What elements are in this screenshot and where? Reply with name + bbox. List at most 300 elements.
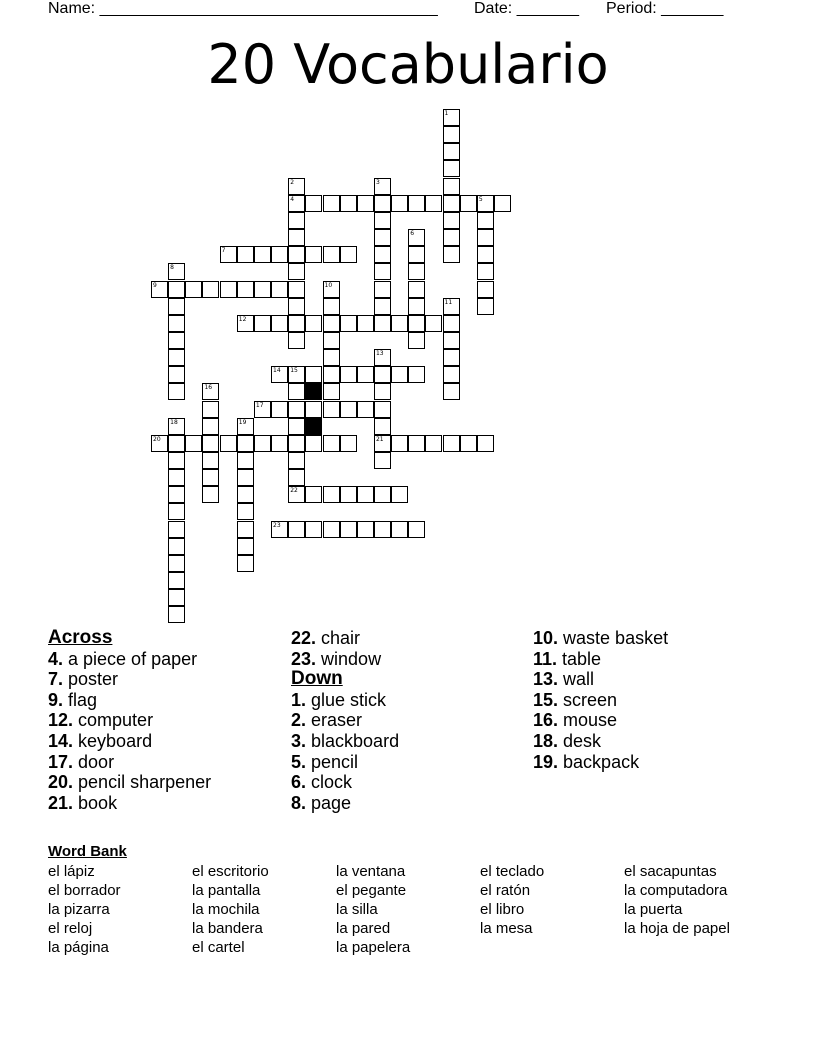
crossword-cell[interactable] (185, 281, 202, 298)
crossword-cell[interactable] (374, 178, 391, 195)
crossword-cell[interactable] (374, 195, 391, 212)
clue-text: blackboard (306, 730, 400, 751)
crossword-cell[interactable] (323, 435, 340, 452)
crossword-cell[interactable] (477, 298, 494, 315)
crossword-cell[interactable] (408, 435, 425, 452)
clue-number: 7 (221, 247, 226, 255)
crossword-cell[interactable] (271, 521, 288, 538)
crossword-cell[interactable] (305, 246, 322, 263)
clue-number-label: 8. (291, 792, 307, 813)
crossword-cell[interactable] (323, 349, 340, 366)
crossword-cell[interactable] (374, 452, 391, 469)
clue-number: 20 (153, 435, 161, 443)
crossword-cell[interactable] (254, 401, 271, 418)
crossword-cell[interactable] (443, 366, 460, 383)
word-bank-item: el teclado (480, 863, 545, 880)
crossword-cell[interactable] (168, 366, 185, 383)
crossword-cell[interactable] (443, 195, 460, 212)
crossword-cell[interactable] (288, 435, 305, 452)
clue-text: flag (63, 689, 98, 710)
crossword-cell[interactable] (477, 212, 494, 229)
word-bank-item: la bandera (192, 920, 263, 937)
clue-item (48, 690, 211, 711)
crossword-cell[interactable] (168, 469, 185, 486)
crossword-cell[interactable] (288, 263, 305, 280)
crossword-cell[interactable] (443, 229, 460, 246)
clue-number-label: 4. (48, 648, 64, 669)
clue-number-label: 18. (533, 730, 559, 751)
crossword-cell[interactable] (202, 452, 219, 469)
clue-section-heading: Down (291, 668, 343, 690)
crossword-cell[interactable] (374, 246, 391, 263)
crossword-cell[interactable] (340, 246, 357, 263)
crossword-cell[interactable] (323, 246, 340, 263)
crossword-cell[interactable] (305, 315, 322, 332)
clue-number: 21 (375, 435, 384, 443)
clue-text: chair (316, 628, 361, 648)
clue-text: desk (558, 730, 602, 751)
crossword-cell[interactable] (288, 418, 305, 435)
crossword-cell[interactable] (477, 195, 494, 212)
crossword-block (305, 383, 322, 400)
crossword-cell[interactable] (323, 366, 340, 383)
crossword-cell[interactable] (323, 521, 340, 538)
clue-item (291, 690, 399, 711)
crossword-cell[interactable] (340, 486, 357, 503)
crossword-cell[interactable] (374, 401, 391, 418)
crossword-cell[interactable] (168, 538, 185, 555)
crossword-cell[interactable] (477, 263, 494, 280)
clue-item (291, 731, 399, 752)
clue-number: 3 (375, 178, 380, 186)
crossword-cell[interactable] (237, 418, 254, 435)
crossword-cell[interactable] (288, 229, 305, 246)
clue-number-label: 14. (48, 730, 74, 751)
clue-text: table (557, 648, 602, 669)
crossword-cell[interactable] (374, 486, 391, 503)
crossword-cell[interactable] (220, 281, 237, 298)
crossword-cell[interactable] (443, 246, 460, 263)
crossword-cell[interactable] (443, 315, 460, 332)
crossword-cell[interactable] (305, 486, 322, 503)
clue-number-label: 6. (291, 772, 307, 793)
crossword-cell[interactable] (443, 143, 460, 160)
crossword-cell[interactable] (323, 383, 340, 400)
crossword-cell[interactable] (168, 521, 185, 538)
crossword-cell[interactable] (443, 298, 460, 315)
word-bank-item: la pantalla (192, 882, 261, 899)
clue-item (291, 710, 399, 731)
clue-text: window (316, 648, 382, 669)
clue-number-label: 17. (48, 751, 74, 772)
crossword-cell[interactable] (357, 315, 374, 332)
clue-number: 17 (255, 401, 264, 409)
crossword-cell[interactable] (374, 281, 391, 298)
crossword-cell[interactable] (202, 469, 219, 486)
crossword-cell[interactable] (357, 195, 374, 212)
crossword-cell[interactable] (391, 315, 408, 332)
crossword-cell[interactable] (271, 315, 288, 332)
date-field-label[interactable]: Date: _______ (474, 0, 579, 17)
crossword-cell[interactable] (357, 521, 374, 538)
crossword-cell[interactable] (408, 229, 425, 246)
crossword-cell[interactable] (168, 606, 185, 623)
word-bank-item: la computadora (624, 882, 728, 899)
clue-item (291, 772, 399, 793)
crossword-cell[interactable] (202, 383, 219, 400)
clue-number: 10 (324, 281, 333, 289)
clue-number: 4 (290, 195, 295, 203)
clue-text: glue stick (306, 689, 387, 710)
crossword-cell[interactable] (288, 246, 305, 263)
crossword-cell[interactable] (168, 503, 185, 520)
crossword-cell[interactable] (340, 315, 357, 332)
name-field-label[interactable]: Name: ______________________________________ (48, 0, 438, 17)
clues-column-2 (291, 628, 399, 813)
crossword-cell[interactable] (237, 486, 254, 503)
crossword-cell[interactable] (168, 263, 185, 280)
clues-column-1 (48, 628, 211, 813)
clue-text: mouse (558, 710, 618, 731)
crossword-cell[interactable] (323, 281, 340, 298)
crossword-cell[interactable] (340, 435, 357, 452)
crossword-cell[interactable] (254, 246, 271, 263)
clue-item (291, 752, 399, 773)
crossword-cell[interactable] (168, 315, 185, 332)
word-bank-item: la mesa (480, 920, 533, 937)
crossword-cell[interactable] (168, 435, 185, 452)
crossword-cell[interactable] (408, 195, 425, 212)
clue-text: eraser (306, 710, 363, 731)
crossword-cell[interactable] (374, 521, 391, 538)
crossword-cell[interactable] (443, 332, 460, 349)
crossword-cell[interactable] (443, 435, 460, 452)
crossword-cell[interactable] (443, 109, 460, 126)
crossword-cell[interactable] (443, 212, 460, 229)
crossword-cell[interactable] (374, 298, 391, 315)
crossword-cell[interactable] (408, 315, 425, 332)
crossword-cell[interactable] (288, 401, 305, 418)
crossword-cell[interactable] (391, 521, 408, 538)
crossword-cell[interactable] (288, 452, 305, 469)
clue-number-label: 5. (291, 751, 307, 772)
crossword-cell[interactable] (357, 366, 374, 383)
word-bank-item: el pegante (336, 882, 407, 899)
clue-item (48, 710, 211, 731)
crossword-cell[interactable] (323, 486, 340, 503)
clue-number-label: 12. (48, 710, 74, 731)
clue-item (48, 793, 211, 814)
crossword-cell[interactable] (271, 281, 288, 298)
crossword-cell[interactable] (357, 401, 374, 418)
crossword-cell[interactable] (323, 332, 340, 349)
crossword-cell[interactable] (425, 195, 442, 212)
crossword-cell[interactable] (185, 435, 202, 452)
clue-item (48, 731, 211, 752)
clue-text: pencil sharpener (73, 772, 212, 793)
crossword-cell[interactable] (220, 435, 237, 452)
clue-number: 16 (204, 384, 213, 392)
crossword-block (305, 418, 322, 435)
clue-number: 12 (238, 315, 247, 323)
crossword-cell[interactable] (168, 332, 185, 349)
crossword-cell[interactable] (443, 126, 460, 143)
crossword-cell[interactable] (443, 383, 460, 400)
clue-item (291, 793, 399, 814)
crossword-cell[interactable] (202, 435, 219, 452)
word-bank-item: el borrador (48, 882, 121, 899)
word-bank-item: el libro (480, 901, 525, 918)
clue-number: 23 (273, 521, 281, 529)
crossword-cell[interactable] (391, 435, 408, 452)
crossword-cell[interactable] (168, 572, 185, 589)
crossword-cell[interactable] (408, 521, 425, 538)
crossword-cell[interactable] (288, 521, 305, 538)
crossword-cell[interactable] (288, 332, 305, 349)
crossword-cell[interactable] (271, 246, 288, 263)
crossword-cell[interactable] (202, 418, 219, 435)
clue-number-label: 21. (48, 792, 74, 813)
crossword-cell[interactable] (288, 315, 305, 332)
crossword-cell[interactable] (408, 263, 425, 280)
crossword-cell[interactable] (168, 418, 185, 435)
crossword-cell[interactable] (288, 486, 305, 503)
clue-item (48, 752, 211, 773)
crossword-cell[interactable] (340, 366, 357, 383)
clue-number-label: 13. (533, 669, 559, 690)
clue-item (533, 649, 668, 670)
clue-number-label: 16. (533, 710, 559, 731)
crossword-cell[interactable] (460, 195, 477, 212)
crossword-cell[interactable] (237, 452, 254, 469)
crossword-cell[interactable] (237, 555, 254, 572)
clue-text: page (306, 792, 352, 813)
word-bank-item: la página (48, 939, 109, 956)
clue-text: waste basket (558, 628, 669, 648)
clue-text: screen (558, 689, 618, 710)
crossword-cell[interactable] (323, 195, 340, 212)
clue-number: 2 (290, 178, 295, 186)
crossword-cell[interactable] (305, 401, 322, 418)
clue-item (533, 731, 668, 752)
crossword-cell[interactable] (168, 298, 185, 315)
word-bank-item: el cartel (192, 939, 245, 956)
clue-number-label: 1. (291, 689, 307, 710)
crossword-cell[interactable] (374, 229, 391, 246)
crossword-cell[interactable] (288, 383, 305, 400)
clue-number: 1 (444, 110, 449, 117)
word-bank-item: la silla (336, 901, 378, 918)
clue-item (533, 752, 668, 773)
crossword-cell[interactable] (168, 555, 185, 572)
word-bank-item: el reloj (48, 920, 93, 937)
crossword-cell[interactable] (340, 195, 357, 212)
crossword-cell[interactable] (202, 401, 219, 418)
crossword-cell[interactable] (357, 486, 374, 503)
crossword-cell[interactable] (271, 366, 288, 383)
crossword-cell[interactable] (391, 195, 408, 212)
crossword-cell[interactable] (460, 435, 477, 452)
crossword-cell[interactable] (237, 469, 254, 486)
crossword-cell[interactable] (408, 332, 425, 349)
page-title: 20 Vocabulario (207, 33, 609, 96)
clue-number-label: 19. (533, 751, 559, 772)
clues-column-3 (533, 628, 668, 772)
crossword-cell[interactable] (168, 349, 185, 366)
crossword-cell[interactable] (408, 246, 425, 263)
crossword-cell[interactable] (425, 315, 442, 332)
clue-item (533, 690, 668, 711)
crossword-cell[interactable] (391, 366, 408, 383)
crossword-cell[interactable] (237, 281, 254, 298)
crossword-cell[interactable] (477, 435, 494, 452)
crossword-cell[interactable] (477, 229, 494, 246)
clue-number: 9 (153, 281, 157, 289)
crossword-cell[interactable] (374, 383, 391, 400)
clue-number-label: 7. (48, 669, 64, 690)
crossword-cell[interactable] (374, 315, 391, 332)
crossword-cell[interactable] (202, 486, 219, 503)
word-bank-item: el lápiz (48, 863, 95, 880)
crossword-cell[interactable] (323, 298, 340, 315)
crossword-cell[interactable] (305, 435, 322, 452)
clue-number-label: 15. (533, 689, 559, 710)
word-bank-item: la pared (336, 920, 391, 937)
crossword-cell[interactable] (305, 195, 322, 212)
clue-item (48, 649, 211, 670)
clue-text: pencil (306, 751, 359, 772)
clue-number-label: 2. (291, 710, 307, 731)
crossword-cell[interactable] (168, 452, 185, 469)
clue-text: door (73, 751, 115, 772)
crossword-cell[interactable] (254, 435, 271, 452)
clue-item (533, 710, 668, 731)
crossword-cell[interactable] (425, 435, 442, 452)
crossword-cell[interactable] (168, 486, 185, 503)
crossword-cell[interactable] (237, 315, 254, 332)
crossword-cell[interactable] (288, 281, 305, 298)
crossword-cell[interactable] (477, 281, 494, 298)
crossword-cell[interactable] (443, 160, 460, 177)
crossword-cell[interactable] (408, 281, 425, 298)
clue-text: clock (306, 772, 353, 793)
crossword-cell[interactable] (443, 178, 460, 195)
crossword-cell[interactable] (374, 212, 391, 229)
clue-number: 13 (375, 350, 384, 358)
crossword-cell[interactable] (288, 178, 305, 195)
clue-text: keyboard (73, 730, 153, 751)
clue-number: 18 (170, 418, 178, 426)
word-bank-item: la hoja de papel (624, 920, 730, 937)
crossword-cell[interactable] (340, 401, 357, 418)
crossword-cell[interactable] (168, 383, 185, 400)
clue-number: 8 (170, 264, 174, 272)
crossword-cell[interactable] (374, 349, 391, 366)
crossword-cell[interactable] (237, 503, 254, 520)
clue-number-label: 22. (291, 628, 317, 648)
clue-text: wall (558, 669, 595, 690)
period-field-label[interactable]: Period: _______ (606, 0, 724, 17)
crossword-cell[interactable] (408, 298, 425, 315)
crossword-cell[interactable] (220, 246, 237, 263)
crossword-cell[interactable] (151, 281, 168, 298)
crossword-cell[interactable] (374, 418, 391, 435)
crossword-cell[interactable] (288, 298, 305, 315)
crossword-cell[interactable] (374, 435, 391, 452)
crossword-cell[interactable] (288, 469, 305, 486)
word-bank-item: la pizarra (48, 901, 110, 918)
clue-number-label: 20. (48, 772, 74, 793)
clue-item (48, 772, 211, 793)
crossword-cell[interactable] (374, 366, 391, 383)
clue-number: 15 (290, 367, 298, 375)
crossword-cell[interactable] (237, 521, 254, 538)
clue-text: a piece of paper (63, 648, 198, 669)
clue-number: 19 (238, 418, 247, 426)
word-bank-item: la mochila (192, 901, 260, 918)
word-bank-title: Word Bank (48, 843, 127, 860)
clue-number-label: 23. (291, 648, 317, 669)
crossword-cell[interactable] (408, 366, 425, 383)
clue-number-label: 11. (533, 648, 558, 669)
clue-item (291, 628, 399, 649)
crossword-cell[interactable] (340, 521, 357, 538)
crossword-cell[interactable] (237, 435, 254, 452)
crossword-cell[interactable] (323, 401, 340, 418)
word-bank-item: el sacapuntas (624, 863, 717, 880)
crossword-cell[interactable] (202, 281, 219, 298)
crossword-cell[interactable] (168, 589, 185, 606)
crossword-cell[interactable] (323, 315, 340, 332)
clue-number: 5 (478, 195, 483, 203)
clue-number: 14 (273, 367, 281, 375)
crossword-cell[interactable] (305, 521, 322, 538)
word-bank-item: la ventana (336, 863, 406, 880)
clue-number-label: 10. (533, 628, 559, 648)
crossword-cell[interactable] (443, 349, 460, 366)
clue-item (533, 669, 668, 690)
word-bank-item: el escritorio (192, 863, 269, 880)
crossword-cell[interactable] (288, 366, 305, 383)
clue-item (291, 649, 399, 670)
crossword-cell[interactable] (254, 315, 271, 332)
crossword-cell[interactable] (271, 435, 288, 452)
clue-text: computer (73, 710, 154, 731)
word-bank-item: la papelera (336, 939, 411, 956)
clue-number: 11 (444, 298, 453, 306)
crossword-cell[interactable] (288, 212, 305, 229)
clue-number: 22 (290, 487, 298, 495)
clue-text: poster (63, 669, 119, 690)
crossword-cell[interactable] (151, 435, 168, 452)
clue-number: 6 (410, 230, 415, 238)
clue-item (533, 628, 668, 649)
crossword-cell[interactable] (477, 246, 494, 263)
clue-item (48, 669, 211, 690)
crossword-cell[interactable] (168, 281, 185, 298)
crossword-cell[interactable] (305, 366, 322, 383)
crossword-cell[interactable] (237, 246, 254, 263)
clue-number-label: 9. (48, 689, 64, 710)
crossword-cell[interactable] (271, 401, 288, 418)
crossword-cell[interactable] (494, 195, 511, 212)
crossword-cell[interactable] (254, 281, 271, 298)
crossword-cell[interactable] (288, 195, 305, 212)
word-bank-item: el ratón (480, 882, 531, 899)
crossword-cell[interactable] (374, 263, 391, 280)
crossword-cell[interactable] (391, 486, 408, 503)
crossword-cell[interactable] (237, 538, 254, 555)
